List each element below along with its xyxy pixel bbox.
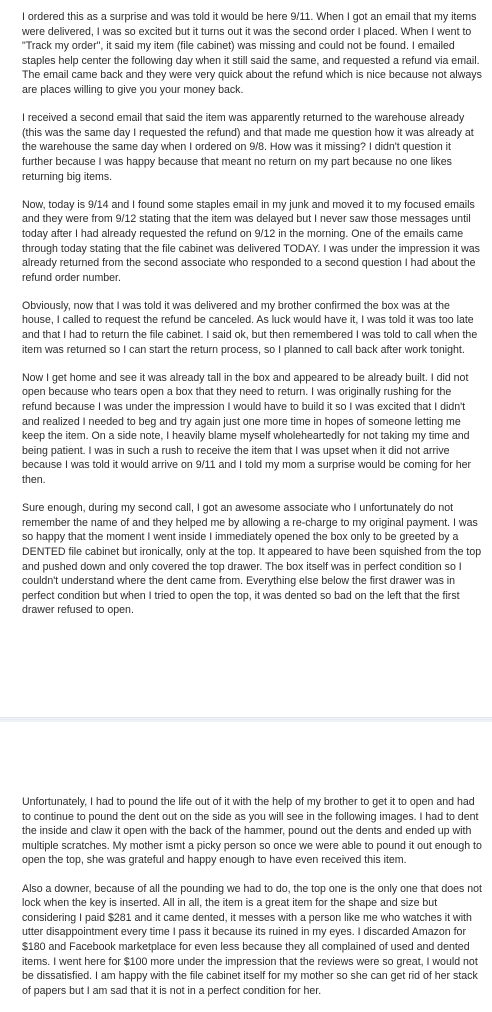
review-page-2 [0, 795, 492, 1012]
paragraph-6: Sure enough, during my second call, I got an awesome associate who I unfortunately do not remember the name of and they helped me by allowing a re-charge to my original payment. I was so happy that the moment I went inside I immediately opened the box only to be greeted by a DENTED file cabinet but ironically, only at the top. It appeared to have been squished from the top and pushed down and only covered the top drawer. The box itself was in perfect condition so I couldn't understand where the dent came from. Everything else below the first drawer was in perfect condition but when I tried to open the top, it was dented so bad on the left that the first drawer refused to open. [22, 502, 482, 617]
paragraph-5: Now I get home and see it was already tall in the box and appeared to be already built. I did not open because who tears open a box that they need to return. I was originally rushing for the refund because I was under the impression I would have to build it so I was excited that I didn't and realized I needed to beg and try again just one more time in hopes of someone letting me keep the item. On a side note, I heavily blame myself wholeheartedly for not taking my time and being patient. I was in such a rush to receive the item that I was upset when it did not arrive because I was told it would arrive on 9/11 and I told my mom a surprise would be coming for her then. [22, 371, 472, 486]
paragraph-7: Unfortunately, I had to pound the life out of it with the help of my brother to get it to open and had to continue to pound the dent out on the side as you will see in the following images. I had to dent the inside and claw it open with the back of the hammer, pound out the dents and ended up with multiple scratches. My mother ismt a picky person so once we were able to pound it out enough to open the top, she was grateful and happy enough to have even received this item. [22, 796, 482, 867]
page-divider [0, 717, 492, 722]
paragraph-2: I received a second email that said the item was apparently returned to the warehouse already (this was the same day I requested the refund) and that made me question how it was already at the warehouse the same day when I ordered on 9/8. How was it missing? I didn't question it further because I was happy because that meant no return on my part because no one likes returning big items. [22, 112, 474, 183]
paragraph-4: Obviously, now that I was told it was delivered and my brother confirmed the box was at the house, I called to request the refund be canceled. As luck would have it, I was told it was too late and that I had to return the file cabinet. I said ok, but then remembered I was told to call when the item was returned so I can start the return process, so I planned to call back after work tonight. [22, 299, 478, 356]
paragraph-3: Now, today is 9/14 and I found some staples email in my junk and moved it to my focused emails and they were from 9/12 stating that the item was delayed but I never saw those messages until today after I had already requested the refund on 9/12 in the morning. One of the emails came through today stating that the file cabinet was delivered TODAY. I was under the impression it was already returned from the second associate who responded to a second question I had about the refund order number. [22, 198, 480, 284]
paragraph-1: I ordered this as a surprise and was told it would be here 9/11. When I got an email that my items were delivered, I was so excited but it turns out it was the second order I placed. When I went to "Track my order", it said my item (file cabinet) was missing and could not be found. I emailed staples help center the following day when it still said the same, and requested a refund via email. The email came back and they were very quick about the refund which is nice because not always are places willing to give you your money back. [22, 11, 482, 96]
review-page-1 [0, 10, 492, 632]
paragraph-8: Also a downer, because of all the pounding we had to do, the top one is the only one that does not lock when the key is inserted. All in all, the item is a great item for the shape and size but considering I paid $281 and it came dented, it messes with a person like me who watches it with utter disappointment every time I pass it because its ruined in my eyes. I discarded Amazon for $180 and Facebook marketplace for even less because they all complained of used and dented items. I went here for $100 more under the impression that the reviews were so great, I would not be dissatisfied. I am happy with the file cabinet itself for my mother so she can get rid of her stack of papers but I am sad that it is not in a perfect condition for her. [22, 882, 482, 997]
